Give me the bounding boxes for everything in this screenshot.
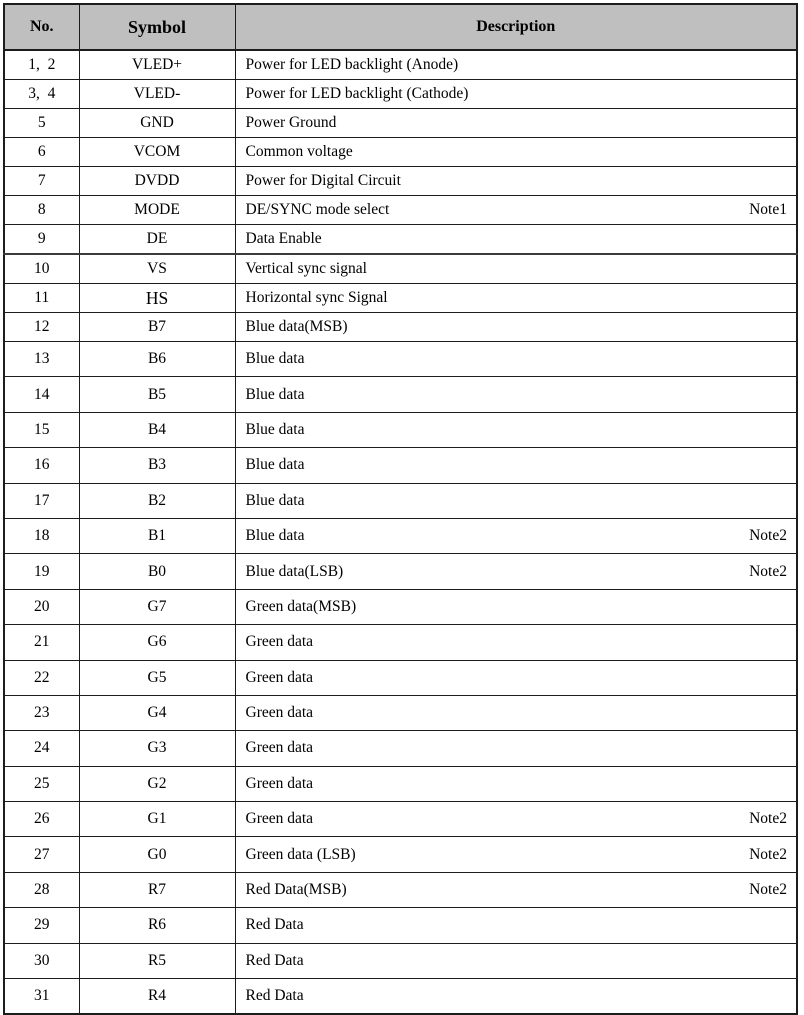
pin-description-wrap [238,775,795,793]
pin-number: 29 [4,908,79,943]
pin-description-cell [235,167,797,196]
pin-symbol: B6 [79,342,235,377]
pin-description-wrap [238,230,795,248]
pin-description-text: Common voltage [245,143,353,160]
pin-row [4,695,797,730]
pin-description-cell [235,554,797,589]
pin-description-text: Blue data [245,385,305,403]
pin-number: 9 [4,225,79,255]
pin-row [4,196,797,225]
pin-description-wrap [238,669,795,687]
pin-description-wrap [238,739,795,757]
pin-row [4,554,797,589]
pin-description-text: Green data(MSB) [245,597,357,615]
pin-description-cell [235,872,797,907]
pin-number: 16 [4,448,79,483]
pin-description-wrap [238,289,795,307]
pin-description-cell [235,589,797,624]
pin-description-text: Vertical sync signal [245,260,367,277]
pin-description-wrap [238,987,795,1005]
pin-number: 14 [4,377,79,412]
pin-note: Note2 [749,810,787,828]
pin-note: Note2 [749,845,787,863]
pin-row [4,837,797,872]
pin-description-text: Power Ground [245,114,337,131]
pin-description-wrap [238,810,795,828]
pin-row [4,377,797,412]
pin-number: 24 [4,731,79,766]
pin-description-cell [235,377,797,412]
pin-description-cell [235,837,797,872]
pin-description-wrap [238,916,795,934]
pin-symbol: DE [79,225,235,255]
pin-number: 27 [4,837,79,872]
pin-row [4,254,797,284]
pin-row [4,872,797,907]
table-body [4,50,797,1014]
pin-symbol: B3 [79,448,235,483]
pin-description-wrap [238,260,795,278]
pin-symbol: VCOM [79,138,235,167]
pin-description-wrap [238,492,795,510]
pin-symbol: G5 [79,660,235,695]
pin-description-wrap [238,318,795,336]
pin-description-cell [235,660,797,695]
pin-number: 5 [4,109,79,138]
pin-description-cell [235,979,797,1015]
pin-description-cell [235,284,797,313]
pin-description-text: Horizontal sync Signal [245,289,388,306]
pin-description-cell [235,313,797,342]
pin-symbol: G3 [79,731,235,766]
pin-number: 10 [4,254,79,284]
pin-number: 21 [4,625,79,660]
pin-number: 20 [4,589,79,624]
pin-number: 25 [4,766,79,801]
pin-number: 19 [4,554,79,589]
pin-description-cell [235,342,797,377]
pin-description-cell [235,625,797,660]
pin-number: 22 [4,660,79,695]
pin-number: 3, 4 [4,80,79,109]
pin-description-cell [235,80,797,109]
pin-description-wrap [238,85,795,103]
pin-description-text: Power for LED backlight (Anode) [245,56,459,73]
pin-description-text: Data Enable [245,230,322,247]
pin-number: 6 [4,138,79,167]
pin-row [4,518,797,553]
pin-number: 30 [4,943,79,978]
pin-row [4,284,797,313]
pin-description-text: Power for LED backlight (Cathode) [245,85,469,102]
pin-description-text: Power for Digital Circuit [245,172,401,189]
pin-description-wrap [238,421,795,439]
pin-description-wrap [238,633,795,651]
pin-symbol: R7 [79,872,235,907]
pin-row [4,50,797,80]
pin-row [4,80,797,109]
pin-row [4,342,797,377]
pin-number: 13 [4,342,79,377]
pin-symbol: B7 [79,313,235,342]
pin-row [4,313,797,342]
pin-description-text: DE/SYNC mode select [245,201,390,218]
pin-row [4,943,797,978]
pin-symbol: G7 [79,589,235,624]
pin-number: 26 [4,802,79,837]
pin-description-text: Red Data [245,951,304,969]
pin-row [4,908,797,943]
pin-number: 12 [4,313,79,342]
pin-symbol: VLED- [79,80,235,109]
pin-row [4,979,797,1015]
pin-description-cell [235,766,797,801]
pin-row [4,625,797,660]
pin-description-text: Green data [245,774,314,792]
pin-description-text: Red Data [245,916,304,934]
pin-number: 31 [4,979,79,1015]
pin-row [4,225,797,255]
pin-symbol: G2 [79,766,235,801]
pin-description-text: Blue data [245,420,305,438]
pin-description-text: Blue data(MSB) [245,318,348,335]
pin-description-cell [235,225,797,255]
pin-description-text: Red Data(MSB) [245,881,347,899]
pin-number: 17 [4,483,79,518]
pin-assignment-table [3,3,798,1015]
pin-row [4,448,797,483]
pin-symbol: G0 [79,837,235,872]
pin-description-cell [235,908,797,943]
pin-description-cell [235,731,797,766]
pin-symbol: GND [79,109,235,138]
pin-note: Note2 [749,527,787,545]
pin-row [4,802,797,837]
pin-number: 8 [4,196,79,225]
pin-description-text: Green data (LSB) [245,845,356,863]
pin-description-wrap [238,456,795,474]
pin-symbol: R5 [79,943,235,978]
pin-description-text: Green data [245,704,314,722]
pin-number: 11 [4,284,79,313]
pin-description-wrap [238,563,795,581]
pin-description-cell [235,138,797,167]
pin-description-wrap [238,114,795,132]
pin-description-text: Red Data [245,987,304,1005]
pin-number: 1, 2 [4,50,79,80]
pin-description-wrap [238,143,795,161]
pin-description-text: Blue data [245,527,305,545]
header-symbol: Symbol [79,4,235,50]
pin-description-wrap [238,704,795,722]
pin-row [4,483,797,518]
pin-number: 15 [4,412,79,447]
pin-symbol: G6 [79,625,235,660]
pin-row [4,167,797,196]
pin-description-text: Green data [245,633,314,651]
pin-description-wrap [238,846,795,864]
pin-symbol: G4 [79,695,235,730]
pin-description-wrap [238,56,795,74]
pin-description-text: Blue data [245,350,305,368]
pin-symbol: B2 [79,483,235,518]
pin-description-wrap [238,881,795,899]
pin-description-text: Green data [245,810,314,828]
pin-description-cell [235,943,797,978]
pin-description-cell [235,695,797,730]
pin-description-wrap [238,598,795,616]
pin-row [4,412,797,447]
pin-number: 7 [4,167,79,196]
pin-description-cell [235,50,797,80]
pin-description-cell [235,518,797,553]
pin-number: 28 [4,872,79,907]
pin-description-wrap [238,952,795,970]
pin-number: 23 [4,695,79,730]
pin-symbol: VS [79,254,235,284]
pin-description-wrap [238,527,795,545]
pin-row [4,589,797,624]
table-header-row [4,4,797,50]
pin-row [4,138,797,167]
pin-description-wrap [238,172,795,190]
pin-description-cell [235,196,797,225]
pin-row [4,109,797,138]
table-header [4,4,797,50]
pin-note: Note1 [749,201,787,218]
pin-number: 18 [4,518,79,553]
pin-row [4,766,797,801]
pin-description-text: Blue data [245,456,305,474]
pin-symbol: B4 [79,412,235,447]
pin-symbol: MODE [79,196,235,225]
pin-symbol: B5 [79,377,235,412]
pin-row [4,731,797,766]
pin-description-wrap [238,201,795,219]
pin-description-wrap [238,350,795,368]
pin-description-cell [235,412,797,447]
header-description: Description [235,4,797,50]
pin-description-text: Green data [245,739,314,757]
pin-description-text: Blue data [245,491,305,509]
pin-note: Note2 [749,562,787,580]
pin-symbol: DVDD [79,167,235,196]
pin-description-cell [235,254,797,284]
pin-description-cell [235,802,797,837]
pin-symbol: HS [79,284,235,313]
pin-note: Note2 [749,881,787,899]
pin-symbol: VLED+ [79,50,235,80]
pin-symbol: G1 [79,802,235,837]
pin-description-cell [235,483,797,518]
pin-symbol: R6 [79,908,235,943]
pin-description-cell [235,448,797,483]
pin-symbol: B0 [79,554,235,589]
pin-symbol: R4 [79,979,235,1015]
pin-description-cell [235,109,797,138]
pin-description-wrap [238,386,795,404]
pin-row [4,660,797,695]
pin-description-text: Green data [245,668,314,686]
pin-symbol: B1 [79,518,235,553]
pin-description-text: Blue data(LSB) [245,562,344,580]
header-no: No. [4,4,79,50]
